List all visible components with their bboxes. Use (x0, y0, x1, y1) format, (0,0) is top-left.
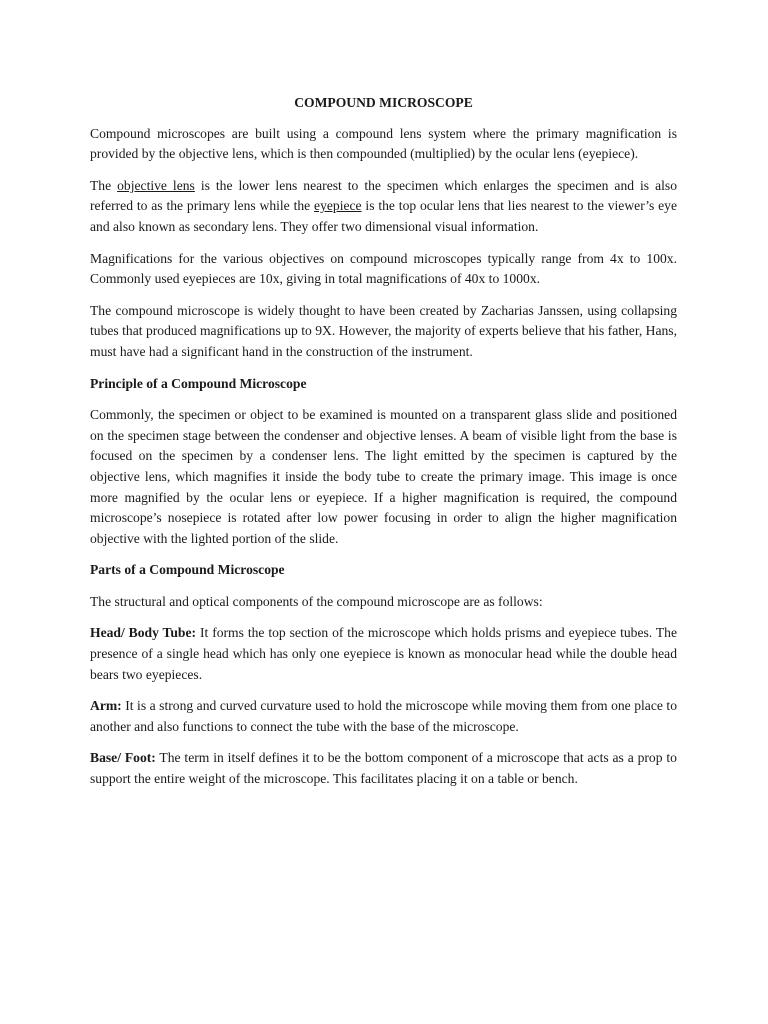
document-page (90, 93, 677, 801)
part-base-term: Base/ Foot: (90, 750, 156, 766)
paragraph-intro: Compound microscopes are built using a compound lens system where the primary magnification is provided by the objective lens, which is then compounded (multiplied) by the ocular lens (eyepiece). (90, 125, 677, 162)
part-arm-term: Arm: (90, 698, 122, 714)
part-base-text: The term in itself defines it to be the bottom component of a microscope that acts as a prop to support the entire weight of the microscope. This facilitates placing it on a table or bench. (90, 750, 677, 787)
heading-principle: Principle of a Compound Microscope (90, 375, 307, 391)
paragraph-history: The compound microscope is widely thought to have been created by Zacharias Janssen, using collapsing tubes that produced magnifications up to 9X. However, the majority of experts believe that his father, Hans, must have had a significant hand in the construction of the instrument. (90, 302, 677, 359)
paragraph-parts-intro: The structural and optical components of the compound microscope are as follows: (90, 593, 543, 609)
part-head-body-tube (90, 623, 677, 685)
paragraph-lenses-text-b: is the lower lens nearest to the specimen which enlarges the specimen and is also referred to as the primary lens while the (90, 177, 677, 214)
part-head-term: Head/ Body Tube: (90, 625, 197, 641)
paragraph-lenses (90, 176, 677, 238)
paragraph-principle: Commonly, the specimen or object to be examined is mounted on a transparent glass slide and positioned on the specimen stage between the condenser and objective lenses. A beam of visible light from the base is focused on the specimen by a condenser lens. The light emitted by the specimen is captured by the objective lens, which magnifies it inside the body tube to create the primary image. This image is once more magnified by the ocular lens or eyepiece. If a higher magnification is required, the compound microscope’s nosepiece is rotated after low power focusing in order to align the higher magnification objective with the lighted portion of the slide. (90, 407, 677, 546)
eyepiece-link[interactable]: eyepiece (314, 198, 362, 214)
objective-lens-link[interactable]: objective lens (117, 177, 195, 193)
part-arm-text: It is a strong and curved curvature used to hold the microscope while moving them from one place to another and also functions to connect the tube with the base of the microscope. (90, 698, 677, 734)
heading-parts: Parts of a Compound Microscope (90, 562, 285, 578)
paragraph-lenses-text-a: The (90, 177, 118, 193)
document-title: COMPOUND MICROSCOPE (294, 95, 473, 110)
part-arm (90, 696, 677, 737)
paragraph-magnifications: Magnifications for the various objectives on compound microscopes typically range from 4x to 100x. Commonly used eyepieces are 10x, giving in total magnifications of 40x to 1000x. (90, 250, 677, 287)
part-head-text: It forms the top section of the microscope which holds prisms and eyepiece tubes. The presence of a single head which has only one eyepiece is known as monocular head while the double head bears two eyepieces. (90, 625, 677, 682)
paragraph-lenses-text-c: is the top ocular lens that lies nearest to the viewer’s eye and also known as secondary lens. They offer two dimensional visual information. (90, 198, 678, 234)
part-base-foot (90, 748, 677, 789)
